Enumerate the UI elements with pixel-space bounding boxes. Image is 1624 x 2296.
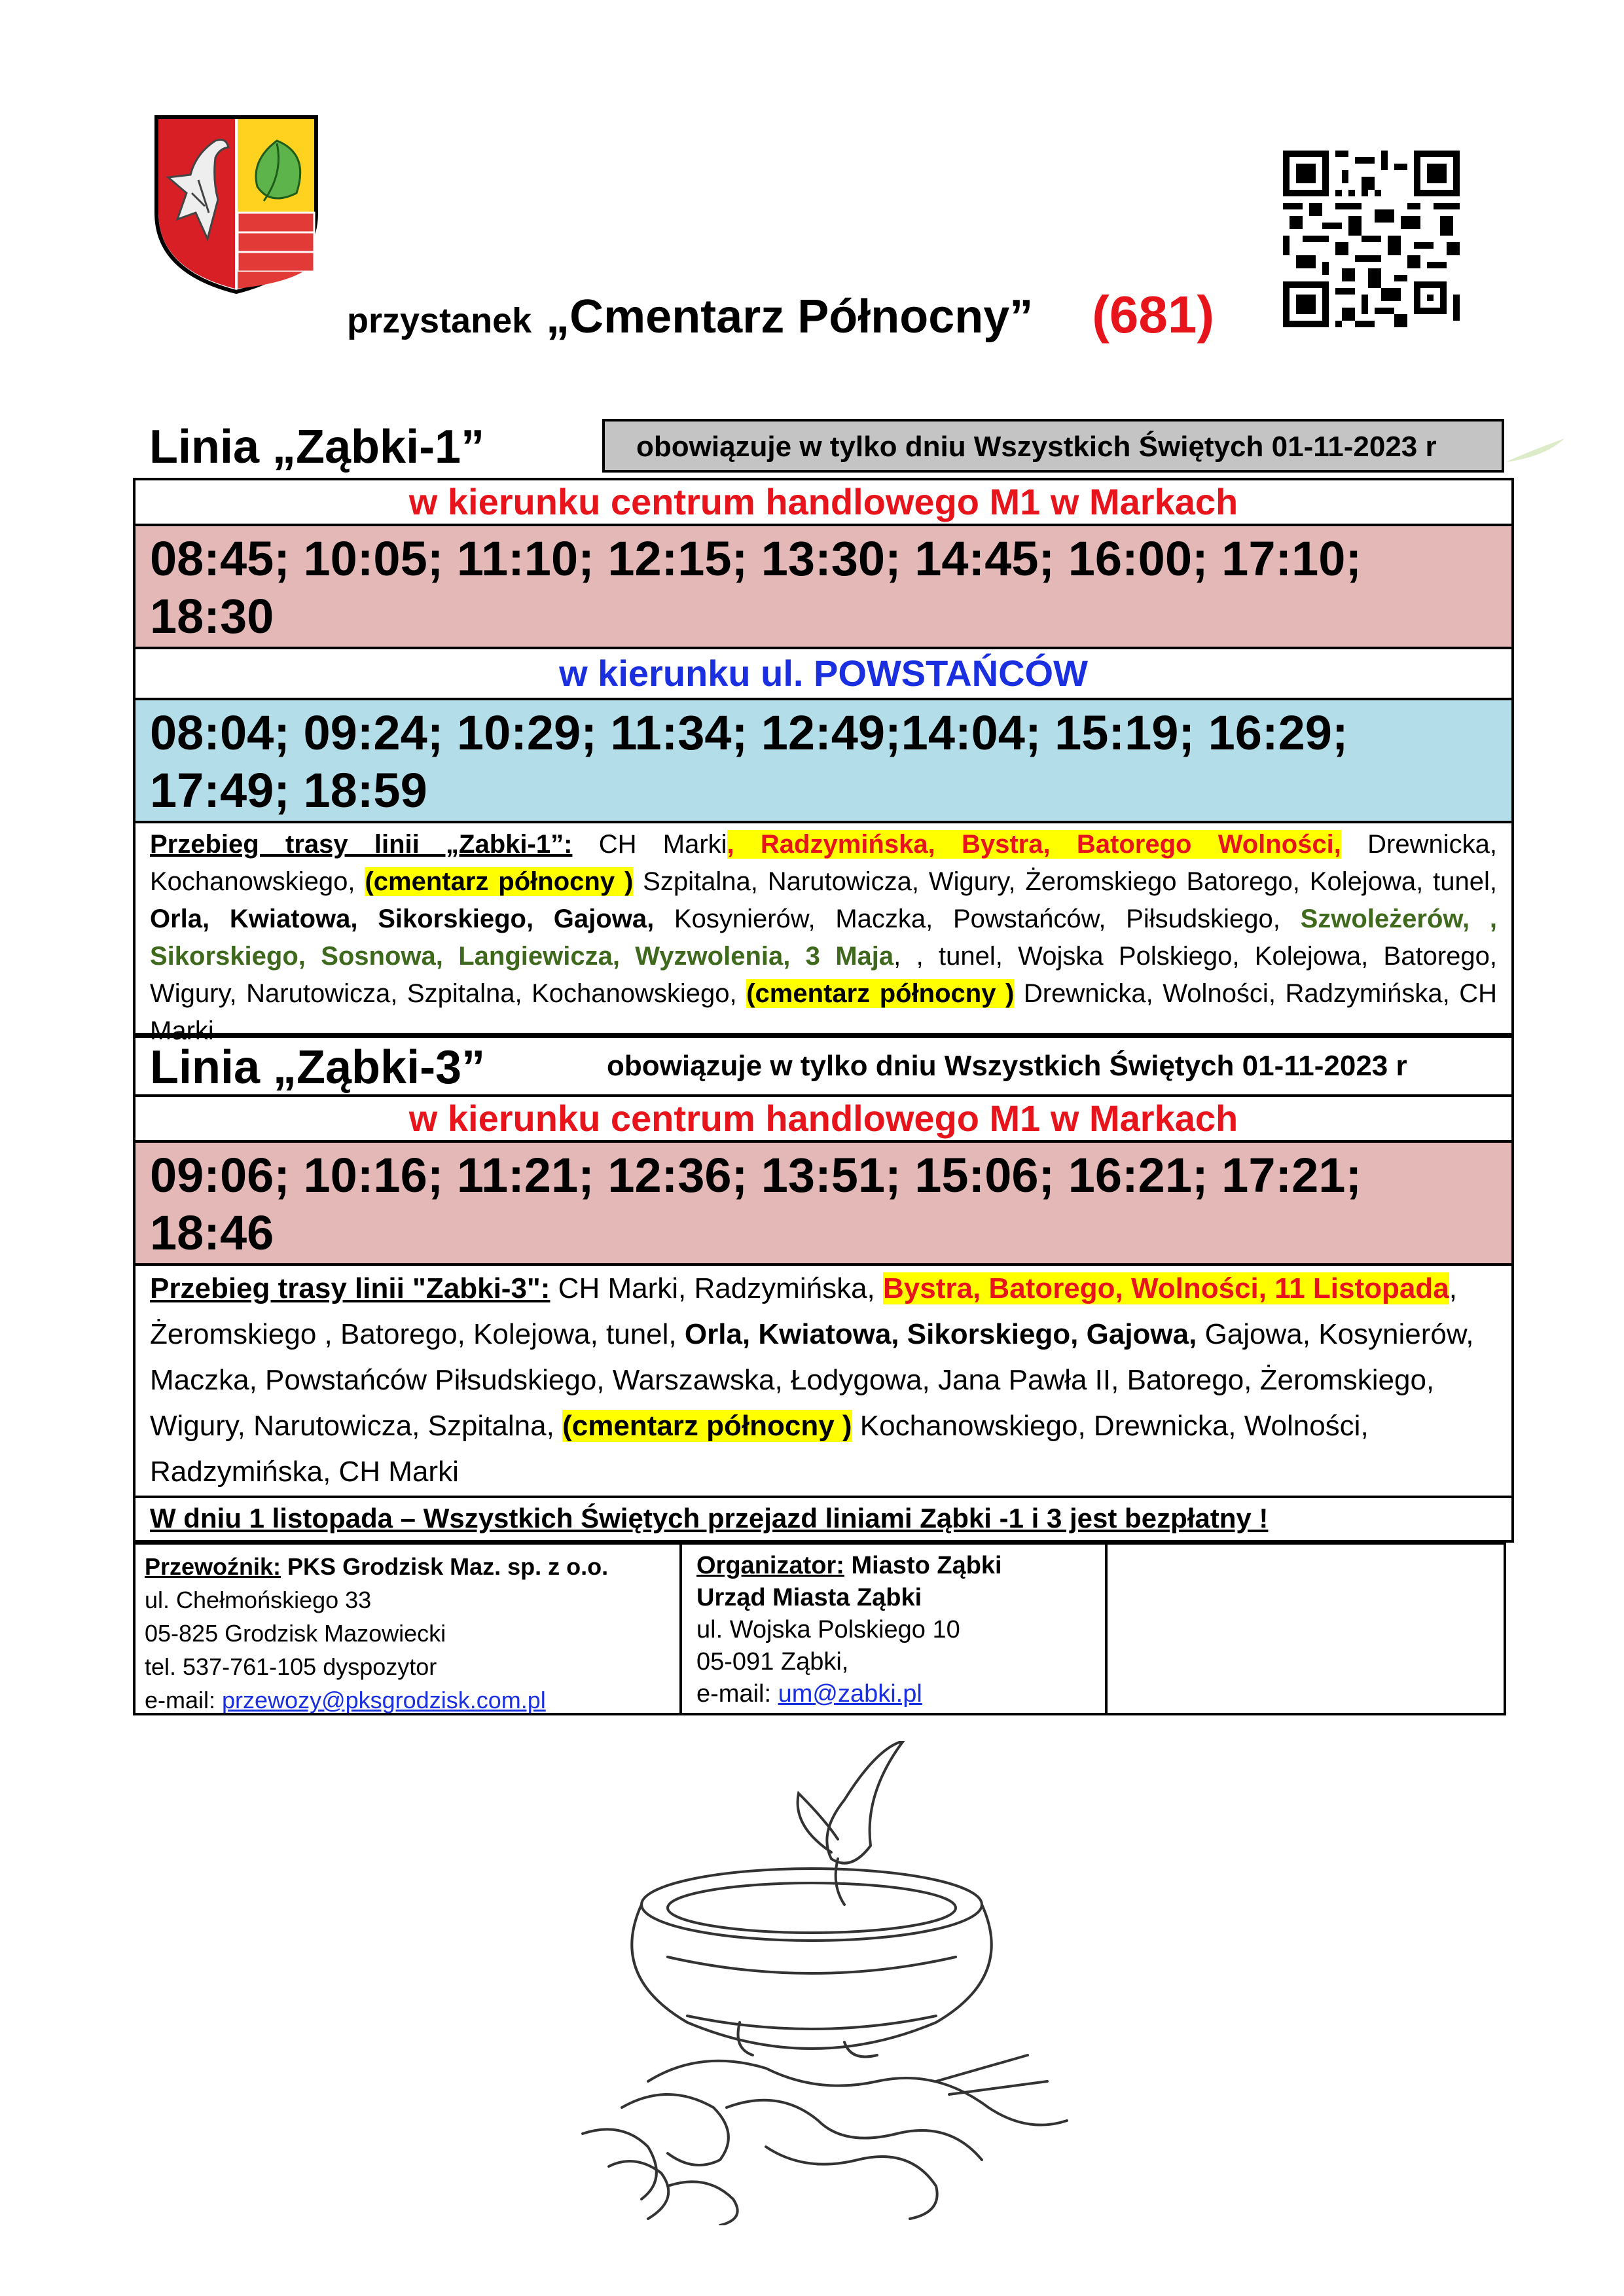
carrier-name: PKS Grodzisk Maz. sp. z o.o. bbox=[281, 1553, 609, 1580]
carrier-street: ul. Chełmońskiego 33 bbox=[145, 1587, 372, 1613]
leaf-decoration-icon bbox=[1506, 437, 1564, 463]
line3-validity-note: obowiązuje w tylko dniu Wszystkich Świętych 01-11-2023 r bbox=[607, 1050, 1407, 1082]
line3-direction-m1: w kierunku centrum handlowego M1 w Markach bbox=[135, 1097, 1511, 1143]
organizer-email-link[interactable]: um@zabki.pl bbox=[778, 1680, 922, 1708]
cemetery-highlight: (cmentarz północny ) bbox=[365, 867, 634, 896]
cemetery-highlight: (cmentarz północny ) bbox=[746, 979, 1015, 1008]
line1-times-m1: 08:45; 10:05; 11:10; 12:15; 13:30; 14:45; 16:00; 17:10; 18:30 bbox=[135, 526, 1511, 649]
line1-direction-powstancow: w kierunku ul. POWSTAŃCÓW bbox=[135, 649, 1511, 700]
empty-cell bbox=[1108, 1545, 1504, 1713]
qr-code-icon[interactable] bbox=[1283, 151, 1460, 327]
carrier-label: Przewoźnik: bbox=[145, 1553, 281, 1580]
organizer-street: ul. Wojska Polskiego 10 bbox=[696, 1616, 960, 1643]
stop-prefix: przystanek bbox=[347, 301, 532, 340]
carrier-city: 05-825 Grodzisk Mazowiecki bbox=[145, 1620, 446, 1647]
free-ride-notice: W dniu 1 listopada – Wszystkich Świętych przejazd liniami Ząbki -1 i 3 jest bezpłatny ! bbox=[150, 1503, 1269, 1534]
line3-timetable bbox=[133, 1035, 1514, 1543]
candle-illustration-icon bbox=[569, 1741, 1080, 2225]
organizer-name: Miasto Ząbki bbox=[844, 1552, 1002, 1579]
stop-title bbox=[347, 285, 1263, 363]
coat-of-arms-icon bbox=[153, 115, 320, 295]
line3-times-m1: 09:06; 10:16; 11:21; 12:36; 13:51; 15:06; 16:21; 17:21; 18:46 bbox=[135, 1143, 1511, 1266]
line3-route: Przebieg trasy linii "Zabki-3": CH Marki, Radzymińska, Bystra, Batorego, Wolności, 11 Listopada, Żeromskiego , Batorego, Kolejowa, tunel, Orla, Kwiatowa, Sikorskiego, Gajowa, Gajowa, Kosynierów, Maczka, Powstańców Piłsudskiego, Warszawska, Łodygowa, Jana Pawła II, Batorego, Żeromskiego, Wigury, Narutowicza, Szpitalna, (cmentarz północny ) Kochanowskiego, Drewnicka, Wolności, Radzymińska, CH Marki bbox=[135, 1266, 1511, 1498]
stop-name: „Cmentarz Północny” bbox=[546, 291, 1034, 343]
line1-validity-note: obowiązuje w tylko dniu Wszystkich Świętych 01-11-2023 r bbox=[602, 419, 1504, 473]
contact-table bbox=[133, 1542, 1506, 1715]
organizer-office: Urząd Miasta Ząbki bbox=[696, 1584, 922, 1611]
stop-number: (681) bbox=[1092, 285, 1215, 344]
organizer-label: Organizator: bbox=[696, 1552, 844, 1579]
line3-header bbox=[135, 1038, 1511, 1097]
carrier-phone: tel. 537-761-105 dyspozytor bbox=[145, 1653, 437, 1680]
line1-title: Linia „Ząbki-1” bbox=[149, 421, 485, 473]
line1-direction-m1: w kierunku centrum handlowego M1 w Markach bbox=[135, 480, 1511, 526]
line1-times-powstancow: 08:04; 09:24; 10:29; 11:34; 12:49;14:04; 15:19; 16:29; 17:49; 18:59 bbox=[135, 700, 1511, 823]
organizer-cell: Organizator: Miasto Ząbki Urząd Miasta Ząbki ul. Wojska Polskiego 10 05-091 Ząbki, e-mail: um@zabki.pl bbox=[682, 1545, 1108, 1713]
carrier-cell: Przewoźnik: PKS Grodzisk Maz. sp. z o.o. ul. Chełmońskiego 33 05-825 Grodzisk Mazowiecki tel. 537-761-105 dyspozytor e-mail: przewozy@pksgrodzisk.com.pl bbox=[135, 1545, 682, 1713]
line1-route: Przebieg trasy linii „Zabki-1”: CH Marki, Radzymińska, Bystra, Batorego Wolności, Drewnicka, Kochanowskiego, (cmentarz północny ) Szpitalna, Narutowicza, Wigury, Żeromskiego Batorego, Kolejowa, tunel, Orla, Kwiatowa, Sikorskiego, Gajowa, Kosynierów, Maczka, Powstańców, Piłsudskiego, Szwoleżerów, , Sikorskiego, Sosnowa, Langiewicza, Wyzwolenia, 3 Maja, , tunel, Wojska Polskiego, Kolejowa, Batorego, Wigury, Narutowicza, Szpitalna, Kochanowskiego, (cmentarz północny ) Drewnicka, Wolności, Radzymińska, CH Marki bbox=[150, 830, 1497, 1045]
cemetery-highlight: (cmentarz północny ) bbox=[562, 1410, 852, 1442]
line3-title: Linia „Ząbki-3” bbox=[150, 1041, 486, 1094]
line3-route-label: Przebieg trasy linii "Zabki-3": bbox=[150, 1272, 550, 1304]
line1-route-label: Przebieg trasy linii „Zabki-1”: bbox=[150, 830, 573, 859]
organizer-city: 05-091 Ząbki, bbox=[696, 1648, 849, 1676]
line1-timetable bbox=[133, 478, 1514, 1045]
carrier-email-link[interactable]: przewozy@pksgrodzisk.com.pl bbox=[222, 1687, 546, 1713]
